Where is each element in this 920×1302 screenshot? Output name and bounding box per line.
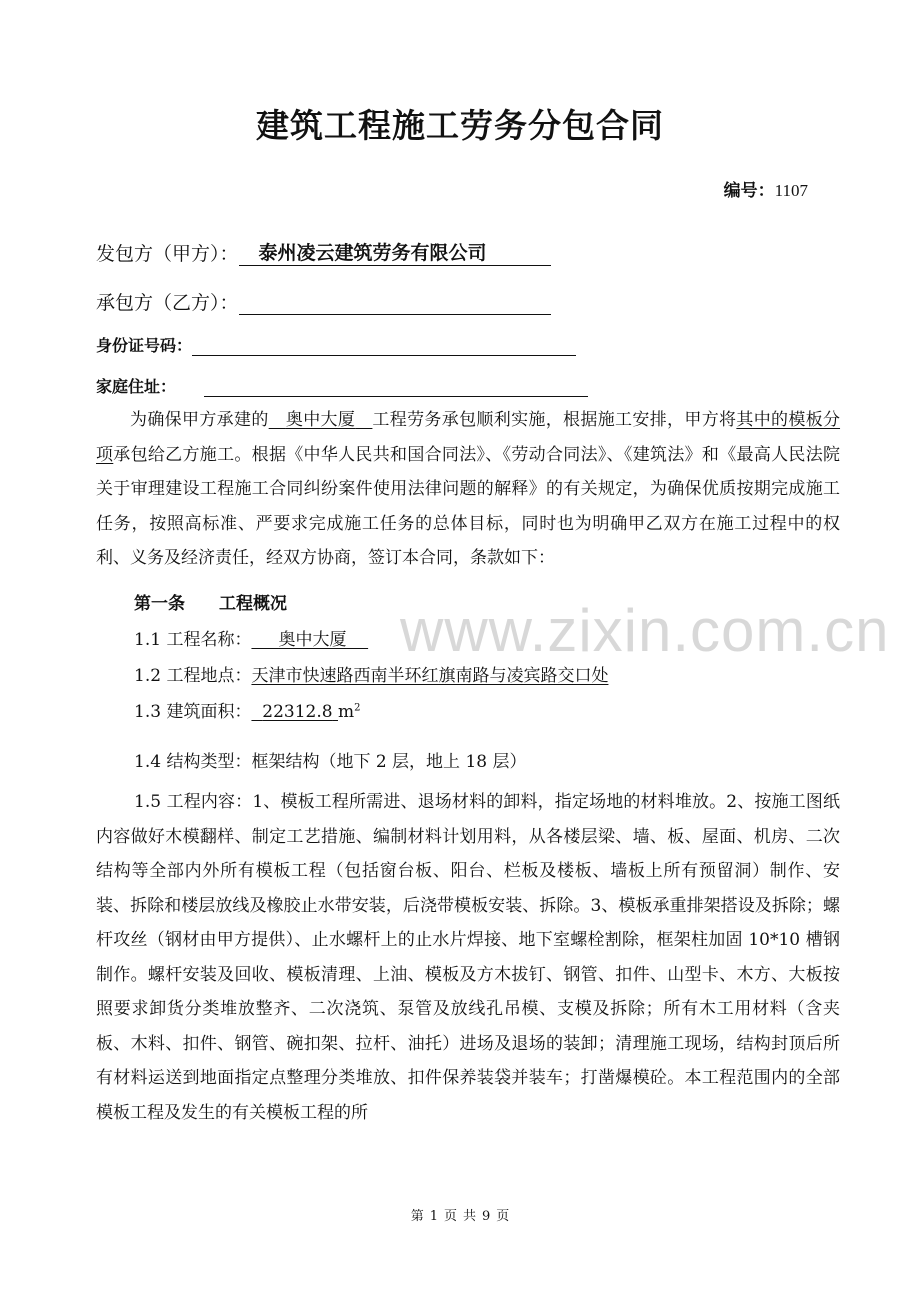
footer-text: 页 xyxy=(443,1209,457,1224)
document-number-label: 编号： xyxy=(723,181,775,201)
building-area-value: 22312.8 xyxy=(262,702,333,722)
building-area-row xyxy=(134,697,878,722)
party-b-label: 承包方（乙方）： xyxy=(96,292,239,314)
footer-text: 第 xyxy=(410,1209,424,1224)
intro-project-name: 奥中大厦 xyxy=(285,410,356,430)
building-area-label: 1.3 建筑面积： xyxy=(134,702,252,722)
party-a-label: 发包方（甲方）： xyxy=(96,243,239,265)
contract-title: 建筑工程施工劳务分包合同 xyxy=(256,106,664,145)
page-footer xyxy=(0,1205,920,1224)
party-b-field xyxy=(239,294,551,315)
article-1-heading: 第一条 工程概况 xyxy=(134,594,287,614)
project-name-label: 1.1 工程名称： xyxy=(134,630,252,650)
party-b-row xyxy=(96,288,551,315)
intro-text-2: 工程劳务承包顺利实施，根据施工安排，甲方将 xyxy=(372,410,737,430)
address-row xyxy=(96,374,588,397)
party-a-row xyxy=(96,238,551,266)
work-content-paragraph xyxy=(96,785,840,1130)
work-content-label: 1.5 工程内容： xyxy=(134,792,253,812)
party-a-value: 泰州凌云建筑劳务有限公司 xyxy=(258,242,487,264)
footer-total-pages: 9 xyxy=(482,1209,491,1224)
project-location-row xyxy=(134,661,878,686)
id-number-label: 身份证号码： xyxy=(96,336,193,355)
intro-scope: 其中的模板分项 xyxy=(96,410,841,465)
party-a-field xyxy=(239,238,551,266)
project-location-label: 1.2 工程地点： xyxy=(134,666,252,686)
building-area-unit-sup: 2 xyxy=(354,702,361,714)
address-field xyxy=(204,376,588,397)
document-number xyxy=(724,176,808,201)
project-name-value: 奥中大厦 xyxy=(278,630,347,650)
intro-paragraph xyxy=(96,403,840,576)
id-number-field xyxy=(192,335,576,356)
project-location-value: 天津市快速路西南半环红旗南路与凌宾路交口处 xyxy=(251,666,609,686)
structure-type-row: 1.4 结构类型：框架结构（地下 2 层，地上 18 层） xyxy=(134,752,527,772)
id-number-row xyxy=(96,333,576,356)
work-content-text: 1、模板工程所需进、退场材料的卸料，指定场地的材料堆放。2、按施工图纸内容做好木模翻样、制定工艺措施、编制材料计划用料，从各楼层梁、墙、板、屋面、机房、二次结构等全部内外所有模板工程（包括窗台板、阳台、栏板及楼板、墙板上所有预留洞）制作、安装、拆除和楼层放线及橡胶止水带安装，后浇带模板安装、拆除。3、模板承重排架搭设及拆除；螺杆攻丝（钢材由甲方提供）、止水螺杆上的止水片焊接、地下室螺栓割除，框架柱加固 10*10 槽钢制作。螺杆安装及回收、模板清理、上油、模板及方木拔钉、钢管、扣件、山型卡、木方、大板按照要求卸货分类堆放整齐、二次浇筑、泵管及放线孔吊模、支模及拆除；所有木工用材料（含夹板、木料、扣件、钢管、碗扣架、拉杆、油托）进场及退场的装卸；清理施工现场，结构封顶后所有材料运送到地面指定点整理分类堆放、扣件保养装袋并装车；打凿爆模砼。本工程范围内的全部模板工程及发生的有关模板工程的所 xyxy=(96,792,840,1123)
document-number-value: 1107 xyxy=(774,181,808,200)
building-area-unit: m xyxy=(337,702,355,722)
footer-page-number: 1 xyxy=(429,1209,438,1224)
watermark: www.zixin.com.cn xyxy=(400,597,890,664)
address-label: 家庭住址： xyxy=(96,377,177,396)
intro-text-1: 为确保甲方承建的 xyxy=(130,410,269,430)
intro-text-3: 承包给乙方施工。根据《中华人民共和国合同法》、《劳动合同法》、《建筑法》和《最高人民法院关于审理建设工程施工合同纠纷案件使用法律问题的解释》的有关规定，为确保优质按期完成施工任务，按照高标准、严要求完成施工任务的总体目标，同时也为明确甲乙双方在施工过程中的权利、义务及经济责任，经双方协商，签订本合同，条款如下： xyxy=(96,444,840,568)
footer-text: 共 xyxy=(463,1209,477,1224)
project-name-row xyxy=(134,625,878,650)
footer-text: 页 xyxy=(496,1209,510,1224)
